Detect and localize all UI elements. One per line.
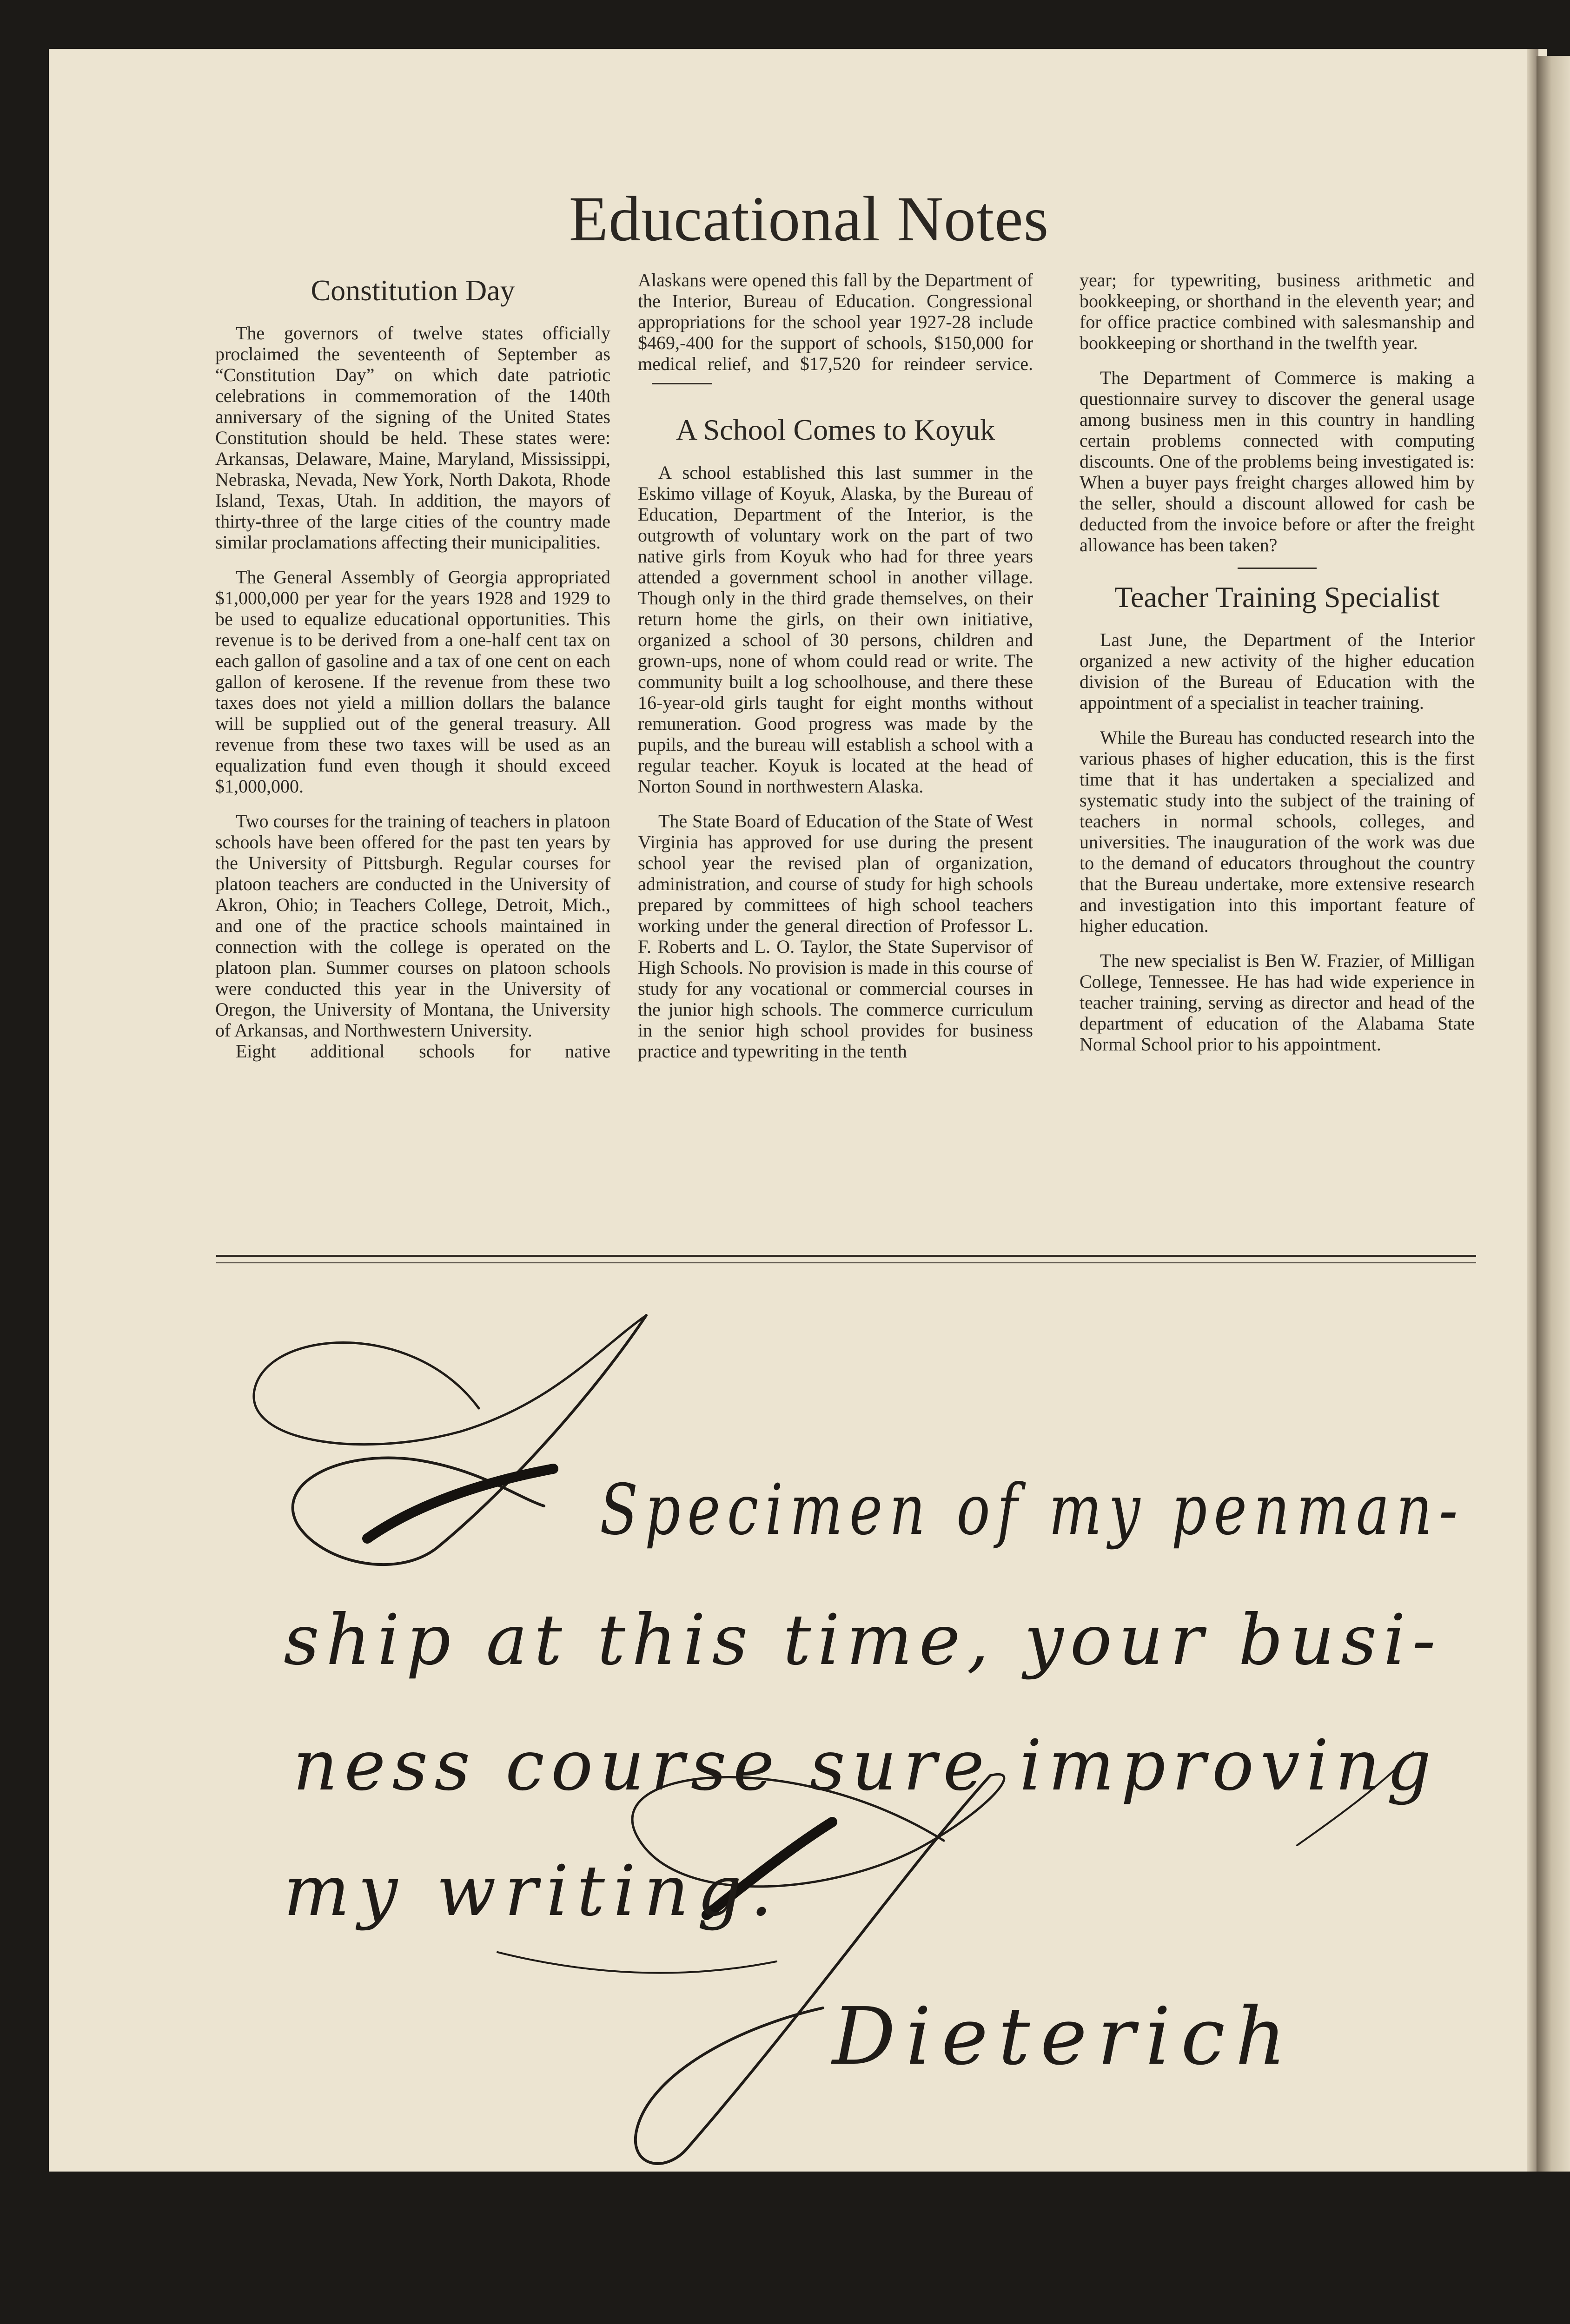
paragraph-text: Alaskans were opened this fall by the Department of the Interior, Bureau of Education. Congressional appropriations for the school year 1927-28 include $469,-400 for the support of schools, $150,000 for medical relief, and $17,520 for reindeer service. bbox=[638, 270, 1033, 374]
column-right bbox=[1080, 270, 1475, 1246]
paragraph: While the Bureau has conducted research into the various phases of higher education, this is the first time that it has undertaken a specialized and systematic study into the subject of the training of teachers in normal schools, colleges, and universities. The inauguration of the work was due to the demand of educators throughout the country that the Bureau undertake, more extensive research and investigation into this important feature of higher education. bbox=[1080, 727, 1475, 936]
specimen-line-4: my writing. bbox=[284, 1851, 781, 1932]
paragraph: A school established this last summer in the Eskimo village of Koyuk, Alaska, by the Bureau of Education, Department of the Interior, is the outgrowth of voluntary work on the part of two native girls from Koyuk who had for three years attended a government school in another village. Though only in the third grade themselves, on their return home the girls, on their own initiative, organized a school of 30 persons, children and grown-ups, none of whom could read or write. The community built a log schoolhouse, and there these 16-year-old girls taught for eight months without remuneration. Good progress was made by the pupils, and the bureau will establish a school with a regular teacher. Koyuk is located at the head of Norton Sound in northwestern Alaska. bbox=[638, 462, 1033, 797]
adjacent-page-edge bbox=[1537, 56, 1570, 2172]
double-rule-divider bbox=[216, 1255, 1476, 1263]
specimen-line-3: ness course sure improving bbox=[293, 1725, 1438, 1806]
penmanship-specimen bbox=[219, 1264, 1474, 2324]
specimen-line-2: ship at this time, your busi- bbox=[284, 1600, 1443, 1681]
section-divider bbox=[1238, 568, 1317, 569]
paragraph bbox=[638, 270, 1033, 395]
heading-constitution-day: Constitution Day bbox=[311, 274, 515, 307]
paragraph: The General Assembly of Georgia appropriated $1,000,000 per year for the years 1928 and 1929 to be used to equalize educational opportunities. This revenue is to be derived from a one-half cent tax on each gallon of gasoline and a tax of one cent on each gallon of kerosene. If the revenue from these two taxes does not yield a million dollars the balance will be supplied out of the general treasury. All revenue from these two taxes will be used as an equalization fund even though it should exceed $1,000,000. bbox=[215, 567, 610, 797]
column-middle bbox=[638, 270, 1033, 1246]
paragraph: Eight additional schools for native bbox=[236, 1041, 610, 1062]
paragraph: The governors of twelve states officially proclaimed the seventeenth of September as “Constitution Day” on which date patriotic celebrations in commemoration of the 140th anniversary of the signing of the United States Constitution should be held. These states were: Arkansas, Delaware, Maine, Maryland, Mississippi, Nebraska, Nevada, New York, North Dakota, Rhode Island, Texas, Utah. In addition, the mayors of thirty-three of the large cities of the country made similar proclamations affecting their municipalities. bbox=[215, 323, 610, 553]
paragraph: Last June, the Department of the Interior organized a new activity of the higher education division of the Bureau of Education with the appointment of a specialist in teacher training. bbox=[1080, 629, 1475, 713]
heading-school-comes-to-koyuk: A School Comes to Koyuk bbox=[676, 413, 995, 446]
paragraph: Two courses for the training of teachers in platoon schools have been offered for the past ten years by the University of Pittsburgh. Regular courses for platoon teachers are conducted in the University of Akron, Ohio; in Teachers College, Detroit, Mich., and one of the practice schools maintained in connection with the college is operated on the platoon plan. Summer courses on platoon schools were conducted this year in the University of Oregon, the University of Montana, the University of Arkansas, and Northwestern University. bbox=[215, 811, 610, 1041]
specimen-line-1: Specimen of my penman- bbox=[600, 1470, 1464, 1551]
paragraph: The new specialist is Ben W. Frazier, of Milligan College, Tennessee. He has had wide experience in teacher training, serving as director and head of the department of education of the Alabama State Normal School prior to his appointment. bbox=[1080, 950, 1475, 1055]
paragraph: year; for typewriting, business arithmetic and bookkeeping, or shorthand in the eleventh year; and for office practice combined with salesmanship and bookkeeping or shorthand in the twelfth year. bbox=[1080, 270, 1475, 353]
heading-teacher-training-specialist: Teacher Training Specialist bbox=[1114, 581, 1440, 614]
column-left bbox=[215, 274, 610, 1250]
section-divider bbox=[652, 383, 712, 384]
paragraph: The Department of Commerce is making a questionnaire survey to discover the general usage among business men in this country in handling certain problems connected with computing discounts. One of the problems being investigated is: When a buyer pays freight charges allowed him by the seller, should a discount allowed for cash be deducted from the invoice before or after the freight allowance has been taken? bbox=[1080, 367, 1475, 555]
paragraph: The State Board of Education of the State of West Virginia has approved for use during the present school year the revised plan of organization, administration, and course of study for high schools prepared by committees of high school teachers working under the general direction of Professor L. F. Roberts and L. O. Taylor, the State Supervisor of High Schools. No provision is made in this course of study for any vocational or commercial courses in the junior high schools. The commerce curriculum in the senior high school provides for business practice and typewriting in the tenth bbox=[638, 811, 1033, 1062]
page-title: Educational Notes bbox=[569, 183, 1049, 254]
specimen-signature: Dieterich bbox=[832, 1991, 1297, 2083]
